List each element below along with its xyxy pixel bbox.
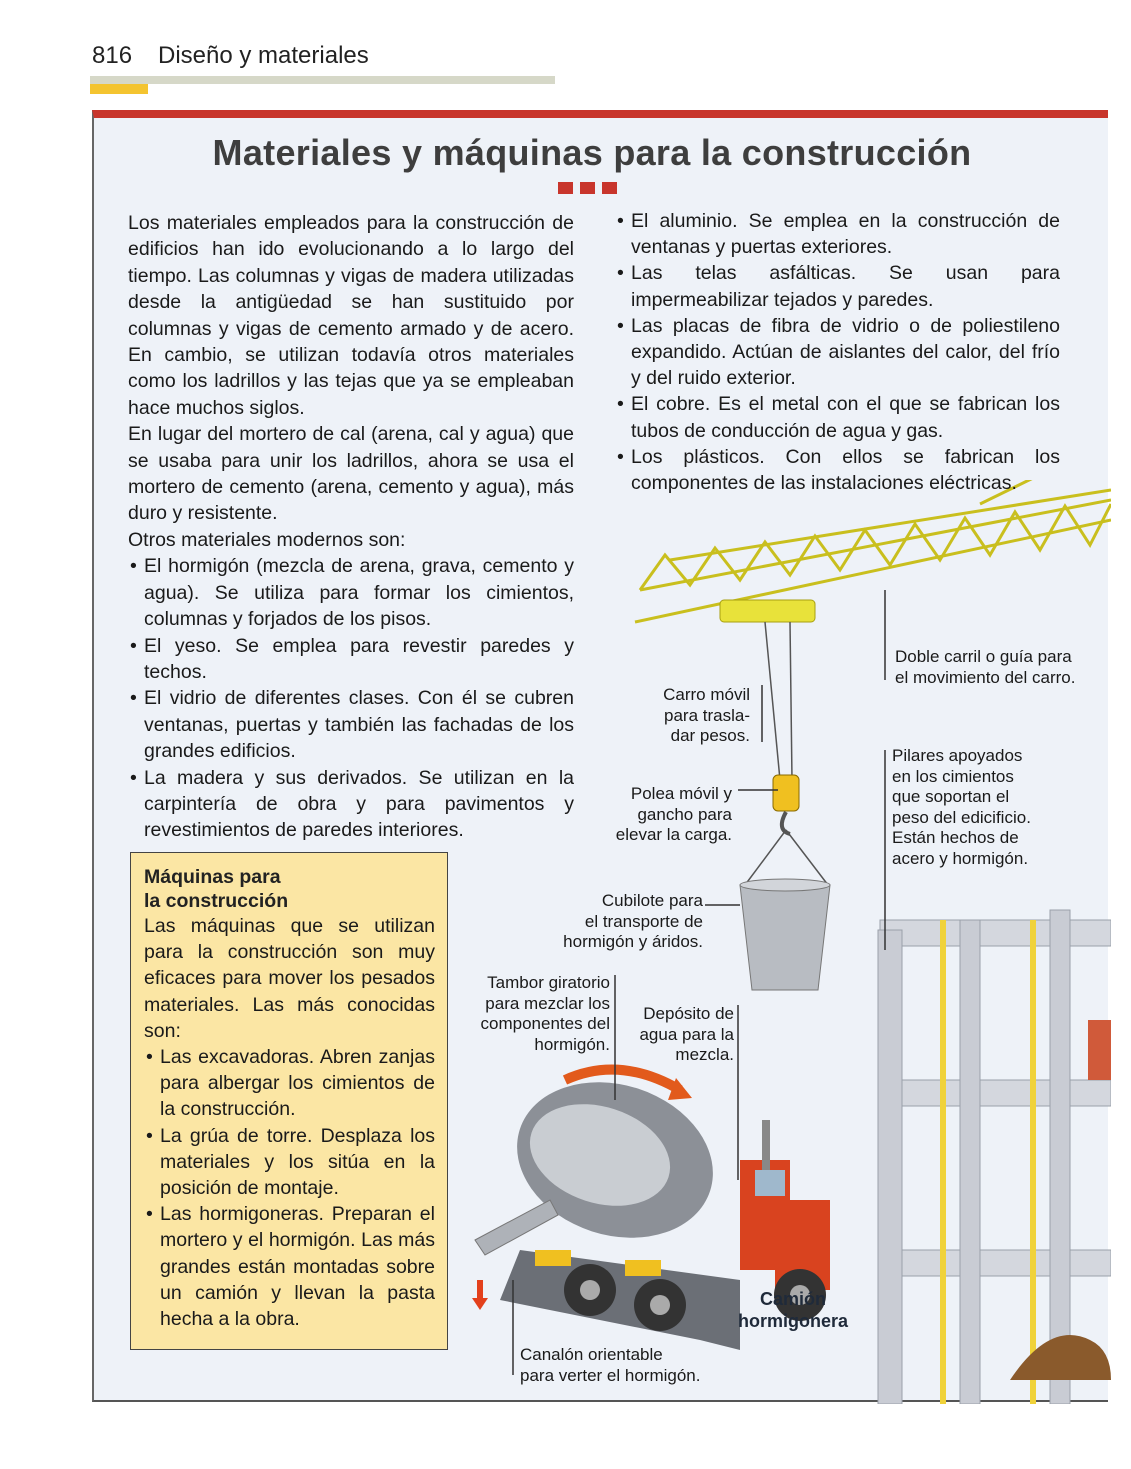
list-item: • Las hormigoneras. Preparan el mortero y el hormigón. Las más grandes están montadas sobre un camión y llevan la pasta hecha a la obra. xyxy=(144,1201,435,1332)
label-rail xyxy=(895,647,1075,688)
label-line: componentes del xyxy=(480,1014,610,1034)
title-ornament xyxy=(558,182,628,194)
chute xyxy=(475,1200,558,1255)
label-canalon xyxy=(520,1345,700,1386)
label-line: hormigón y áridos. xyxy=(563,932,703,952)
list-item: • Las excavadoras. Abren zanjas para albergar los cimientos de la construcción. xyxy=(144,1044,435,1123)
label-line: en los cimientos xyxy=(892,766,1014,786)
mortar-paragraph: En lugar del mortero de cal (arena, cal y agua) que se usaba para unir los ladrillos, ahora se usa el mortero de cemento (arena, cemento y agua), más duro y resistente. xyxy=(128,423,574,525)
list-item: • La madera y sus derivados. Se utilizan en la carpintería de obra y para pavimentos y revestimientos de paredes interiores. xyxy=(128,765,574,844)
page-title: Materiales y máquinas para la construcción xyxy=(212,132,972,173)
list-item: • El vidrio de diferentes clases. Con él se cubren ventanas, puertas y también las fachadas de los grandes edificios. xyxy=(128,685,574,764)
right-column xyxy=(615,208,1060,496)
label-line: Pilares apoyados xyxy=(892,746,1023,765)
label-cubilote xyxy=(540,891,703,953)
rubble-pile xyxy=(1010,1335,1111,1380)
label-line: hormigón. xyxy=(534,1034,610,1054)
materials-list-right xyxy=(615,208,1060,496)
label-line: mezcla. xyxy=(675,1045,734,1065)
label-line: Depósito de xyxy=(643,1004,734,1023)
label-line: agua para la xyxy=(639,1024,734,1044)
pulley-block xyxy=(773,775,799,811)
label-line: gancho para xyxy=(637,804,732,824)
label-line: el transporte de xyxy=(584,911,703,931)
label-line: Camión xyxy=(759,1289,826,1309)
list-item: • Los plásticos. Con ellos se fabrican los componentes de las instalaciones eléctricas. xyxy=(615,444,1060,496)
building-frame xyxy=(878,910,1111,1404)
label-line: Polea móvil y xyxy=(630,784,732,803)
list-item: • Las placas de fibra de vidrio o de poliestileno expandido. Actúan de aislantes del calor, del frío y del ruido exterior. xyxy=(615,313,1060,392)
machines-sidebar xyxy=(130,852,448,1350)
concrete-bucket xyxy=(740,885,830,990)
modern-materials-lead: Otros materiales modernos son: xyxy=(128,528,406,551)
label-line: Cubilote para xyxy=(601,891,703,910)
label-line: hormigonera xyxy=(737,1311,848,1331)
label-line: el movimiento del carro. xyxy=(895,667,1076,687)
header-tab-marker xyxy=(90,84,148,94)
label-line: Carro móvil xyxy=(663,685,750,704)
machines-heading-line2: la construcción xyxy=(144,890,289,912)
machines-intro: Las máquinas que se utilizan para la construcción son muy eficaces para mover los pesados materiales. Las más conocidas son: xyxy=(144,915,435,1042)
label-line: dar pesos. xyxy=(670,726,750,746)
label-tambor xyxy=(462,973,610,1055)
label-pilares xyxy=(892,746,1031,870)
section-title: Diseño y materiales xyxy=(158,42,369,69)
label-line: elevar la carga. xyxy=(615,825,732,845)
label-line: que soportan el xyxy=(892,787,1010,807)
label-polea xyxy=(590,784,732,846)
intro-paragraph: Los materiales empleados para la construcción de edificios han ido evolucionando a lo largo del tiempo. Las columnas y vigas de madera utilizadas desde la antigüedad se han sustituido por columnas y vigas de cemento armado y de acero. En cambio, se utilizan todavía otros materiales como los ladrillos y las tejas que ya se empleaban hace muchos siglos. xyxy=(128,212,574,419)
label-line: para trasla- xyxy=(664,705,750,725)
list-item: • El yeso. Se emplea para revestir paredes y techos. xyxy=(128,633,574,686)
label-line: Están hechos de xyxy=(892,828,1019,848)
label-camion xyxy=(732,1288,854,1332)
list-item: • Las telas asfálticas. Se usan para impermeabilizar tejados y paredes. xyxy=(615,260,1060,312)
label-line: Tambor giratorio xyxy=(487,973,610,992)
header-rule xyxy=(90,76,555,84)
label-line: acero y hormigón. xyxy=(892,848,1029,868)
page-number: 816 xyxy=(92,42,133,69)
label-line: para verter el hormigón. xyxy=(520,1365,701,1385)
label-line: Doble carril o guía para xyxy=(895,647,1072,666)
machines-list xyxy=(144,1044,435,1332)
list-item: • El hormigón (mezcla de arena, grava, cemento y agua). Se utiliza para formar los cimientos, columnas y forjados de los pisos. xyxy=(128,553,574,632)
label-line: peso del edicificio. xyxy=(892,807,1031,827)
crane-trolley xyxy=(720,600,815,622)
list-item: • El cobre. Es el metal con el que se fabrican los tubos de conducción de agua y gas. xyxy=(615,391,1060,443)
label-carro xyxy=(630,685,750,747)
list-item: • El aluminio. Se emplea en la construcción de ventanas y puertas exteriores. xyxy=(615,208,1060,260)
label-deposito xyxy=(620,1004,734,1066)
label-line: para mezclar los xyxy=(485,993,610,1013)
label-line: Canalón orientable xyxy=(520,1345,663,1364)
machines-heading-line1: Máquinas para xyxy=(144,866,281,888)
crane-jib xyxy=(635,480,1111,622)
list-item: • La grúa de torre. Desplaza los materiales y los sitúa en la posición de montaje. xyxy=(144,1123,435,1202)
